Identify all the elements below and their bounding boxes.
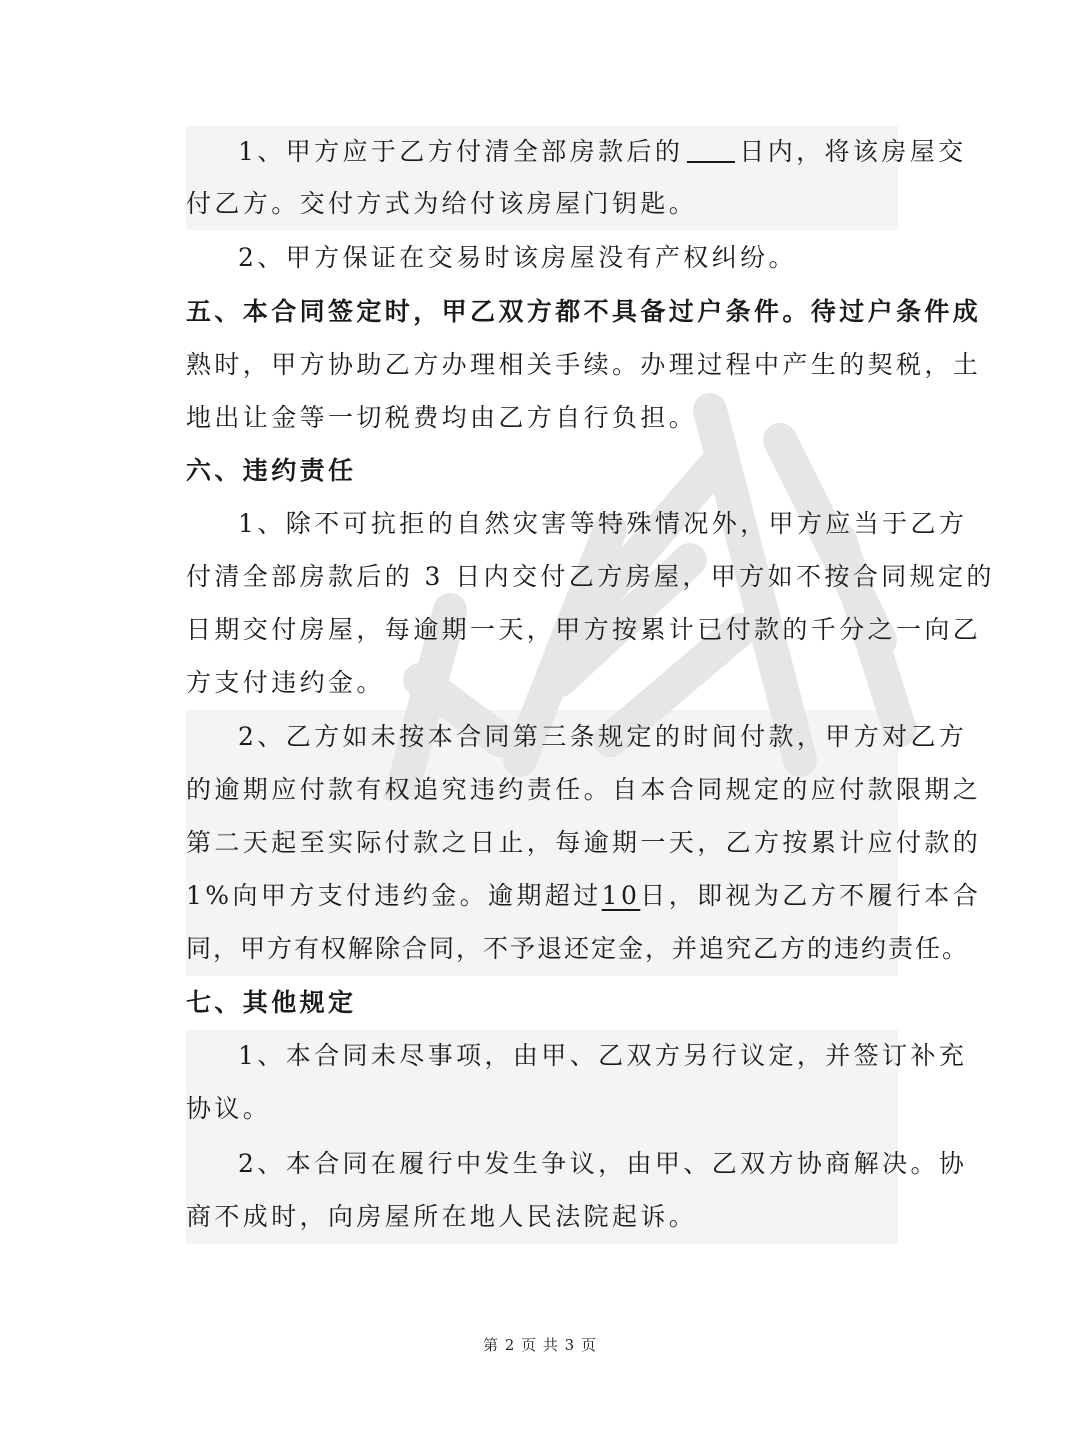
section-7-heading: 七、其他规定 — [186, 988, 357, 1017]
clause-7-1: 1、本合同未尽事项，由甲、乙双方另行议定，并签订补充 — [238, 1041, 968, 1070]
clause-text: 日内，将该房屋交 — [739, 137, 967, 166]
clause-text: 1、甲方应于乙方付清全部房款后的 — [238, 137, 684, 166]
clause-4-1-cont: 付乙方。交付方式为给付该房屋门钥匙。 — [186, 189, 698, 218]
section-5-cont: 熟时，甲方协助乙方办理相关手续。办理过程中产生的契税，土 — [186, 350, 982, 379]
fill-blank-days — [687, 131, 735, 163]
clause-6-1-cont: 付清全部房款后的 3 日内交付乙方房屋，甲方如不按合同规定的 — [186, 562, 995, 591]
section-5-line — [186, 286, 981, 338]
clause-7-1-cont: 协议。 — [186, 1094, 272, 1123]
clause-6-1-cont: 方支付违约金。 — [186, 668, 385, 697]
clause-7-2-cont: 商不成时，向房屋所在地人民法院起诉。 — [186, 1202, 698, 1231]
clause-text: 日，即视为乙方不履行本合 — [640, 881, 982, 910]
clause-6-1-cont: 日期交付房屋，每逾期一天，甲方按累计已付款的千分之一向乙 — [186, 615, 982, 644]
clause-6-2-cont: 同，甲方有权解除合同，不予退还定金，并追究乙方的违约责任。 — [186, 934, 970, 963]
section-5-text: 五、本合同签定时，甲乙双方都不具备过户条件。待过户条件成 — [186, 297, 982, 326]
clause-4-1 — [238, 126, 967, 178]
section-6-heading: 六、违约责任 — [186, 456, 357, 485]
clause-6-2: 2、乙方如未按本合同第三条规定的时间付款，甲方对乙方 — [238, 722, 968, 751]
clause-6-2-cont — [186, 870, 981, 922]
page-number: 第 2 页 共 3 页 — [483, 1336, 597, 1354]
clause-6-2-cont: 第二天起至实际付款之日止，每逾期一天，乙方按累计应付款的 — [186, 828, 982, 857]
clause-7-2: 2、本合同在履行中发生争议，由甲、乙双方协商解决。协 — [238, 1149, 968, 1178]
section-5-cont: 地出让金等一切税费均由乙方自行负担。 — [186, 403, 698, 432]
overdue-days-value: 10 — [601, 881, 641, 910]
clause-4-2: 2、甲方保证在交易时该房屋没有产权纠纷。 — [238, 243, 797, 272]
clause-6-2-cont: 的逾期应付款有权追究违约责任。自本合同规定的应付款限期之 — [186, 775, 982, 804]
clause-6-1: 1、除不可抗拒的自然灾害等特殊情况外，甲方应当于乙方 — [238, 509, 968, 538]
clause-text: 1%向甲方支付违约金。逾期超过 — [186, 881, 602, 910]
